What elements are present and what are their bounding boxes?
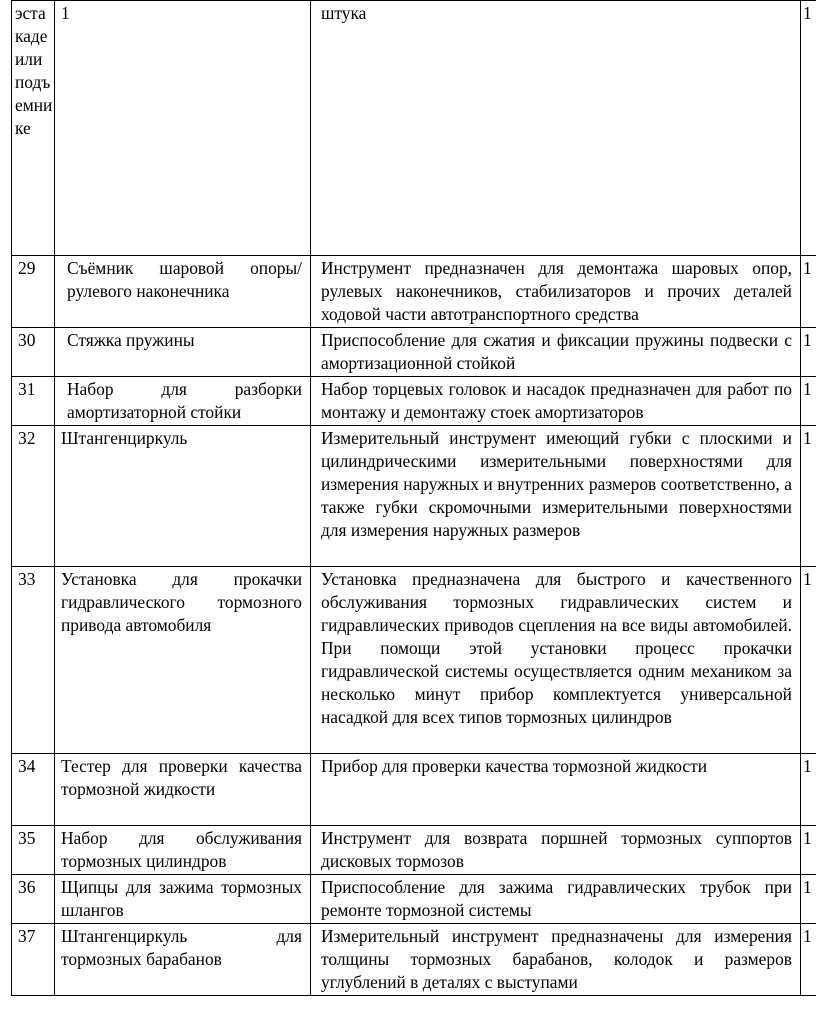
qty-cell: 1 [801, 1, 816, 256]
table-row [12, 256, 816, 328]
table-row [12, 1, 816, 256]
qty-cell: 1 [801, 826, 816, 875]
table-row [12, 377, 816, 426]
table-row [12, 924, 816, 996]
row-number-cell: 34 [12, 754, 55, 826]
item-description-cell: Инструмент для возврата поршней тормозных суппортов дисковых тормозов [311, 826, 801, 875]
item-description-cell: Прибор для проверки качества тормозной жидкости [311, 754, 801, 826]
item-name-cell: Штангенциркуль [55, 426, 311, 567]
table-row [12, 875, 816, 924]
row-number-cell: 30 [12, 328, 55, 377]
item-description-cell: Набор торцевых головок и насадок предназначен для работ по монтажу и демонтажу стоек амортизаторов [311, 377, 801, 426]
item-description-cell: Измерительный инструмент имеющий губки с плоскими и цилиндрическими измерительными поверхностями для измерения наружных и внутренних размеров соответственно, а также губки скромочными измерительными поверхностями для измерения наружных размеров [311, 426, 801, 567]
document-page [11, 0, 816, 996]
equipment-table [11, 0, 816, 996]
item-name-cell: Набор для обслуживания тормозных цилиндров [55, 826, 311, 875]
item-name-cell: Установка для прокачки гидравлического тормозного привода автомобиля [55, 567, 311, 754]
item-description-cell: Установка предназначена для быстрого и качественного обслуживания тормозных гидравлических систем и гидравлических приводов сцепления на все виды автомобилей. При помощи этой установки процесс прокачки гидравлической системы осуществляется одним механиком за несколько минут прибор комплектуется универсальной насадкой для всех типов тормозных цилиндров [311, 567, 801, 754]
item-name-cell: Штангенциркуль для тормозных барабанов [55, 924, 311, 996]
qty-cell: 1 [801, 924, 816, 996]
equipment-table-body [12, 1, 816, 996]
table-row [12, 826, 816, 875]
unit-number-cell: 1 [55, 1, 311, 256]
table-row [12, 426, 816, 567]
table-row [12, 567, 816, 754]
item-name-cell: Съёмник шаровой опоры/ рулевого наконечника [55, 256, 311, 328]
item-description-cell: Приспособление для зажима гидравлических трубок при ремонте тормозной системы [311, 875, 801, 924]
unit-cell: штука [311, 1, 801, 256]
item-name-cell: Щипцы для зажима тормозных шлангов [55, 875, 311, 924]
row-number-cell: 33 [12, 567, 55, 754]
table-row [12, 328, 816, 377]
item-name-cell: Набор для разборки амортизаторной стойки [55, 377, 311, 426]
qty-cell: 1 [801, 567, 816, 754]
item-description-cell: Измерительный инструмент предназначены для измерения толщины тормозных барабанов, колодок и размеров углублений в деталях с выступами [311, 924, 801, 996]
qty-cell: 1 [801, 377, 816, 426]
row-number-cell: 32 [12, 426, 55, 567]
table-row [12, 754, 816, 826]
qty-cell: 1 [801, 754, 816, 826]
name-fragment-cell: эстакаде или подъемнике [12, 1, 55, 256]
row-number-cell: 37 [12, 924, 55, 996]
item-description-cell: Приспособление для сжатия и фиксации пружины подвески с амортизационной стойкой [311, 328, 801, 377]
row-number-cell: 36 [12, 875, 55, 924]
row-number-cell: 29 [12, 256, 55, 328]
qty-cell: 1 [801, 256, 816, 328]
qty-cell: 1 [801, 875, 816, 924]
qty-cell: 1 [801, 426, 816, 567]
item-name-cell: Стяжка пружины [55, 328, 311, 377]
row-number-cell: 35 [12, 826, 55, 875]
qty-cell: 1 [801, 328, 816, 377]
item-name-cell: Тестер для проверки качества тормозной жидкости [55, 754, 311, 826]
item-description-cell: Инструмент предназначен для демонтажа шаровых опор, рулевых наконечников, стабилизаторов и прочих деталей ходовой части автотранспортного средства [311, 256, 801, 328]
row-number-cell: 31 [12, 377, 55, 426]
